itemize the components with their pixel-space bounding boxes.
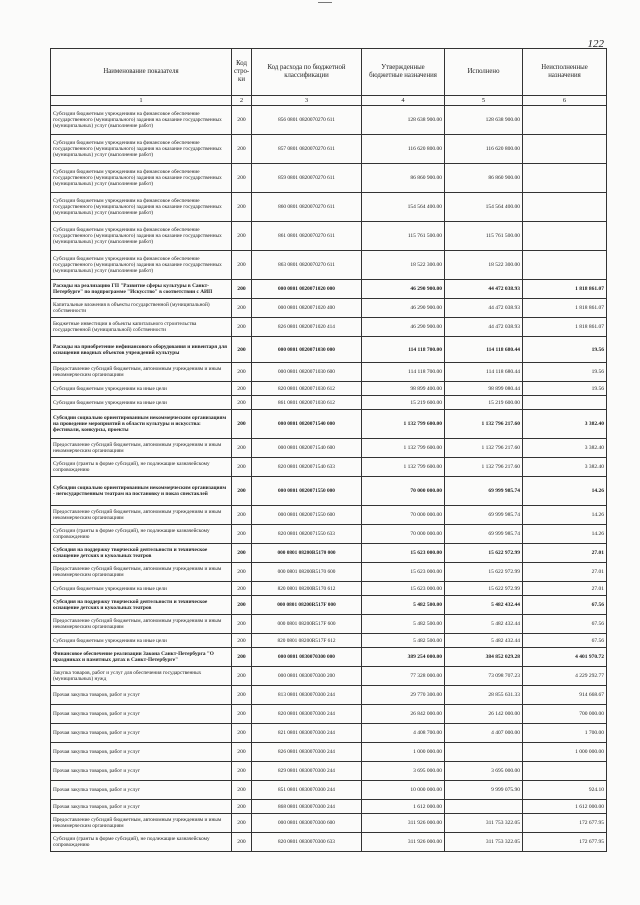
row-executed-amount: 128 638 900.00 (445, 106, 523, 135)
row-executed-amount: 384 852 029.28 (445, 648, 523, 667)
table-row (51, 634, 607, 648)
row-classification-code: 000 0801 08200R5170 000 (252, 544, 362, 563)
row-name: Закупка товаров, работ и услуг для обеспечения государственных (муниципальных) нужд (51, 667, 232, 686)
row-line-code: 200 (232, 833, 252, 852)
row-unexecuted-amount: 14.26 (523, 506, 607, 525)
row-name: Субсидии бюджетным учреждениям на иные цели (51, 382, 232, 396)
row-classification-code: 826 0801 0820071020 414 (252, 318, 362, 337)
table-row (51, 506, 607, 525)
row-classification-code: 851 0801 0830070300 244 (252, 781, 362, 800)
row-approved-amount: 70 000 000.00 (362, 477, 445, 506)
row-executed-amount: 114 118 680.44 (445, 363, 523, 382)
row-approved-amount: 15 623 000.00 (362, 563, 445, 582)
row-classification-code: 813 0801 0830070300 244 (252, 686, 362, 705)
table-header-row (51, 49, 607, 96)
table-row (51, 800, 607, 814)
row-classification-code: 829 0801 0830070300 244 (252, 762, 362, 781)
row-unexecuted-amount: 1 818 861.07 (523, 280, 607, 299)
row-line-code: 200 (232, 193, 252, 222)
row-classification-code: 820 0801 0830070300 244 (252, 705, 362, 724)
column-number: 1 (51, 96, 232, 106)
row-name: Субсидия на поддержку творческой деятельности и техническое оснащение детских и кукольных театров (51, 596, 232, 615)
row-classification-code: 000 0801 0820071550 600 (252, 506, 362, 525)
table-row (51, 251, 607, 280)
row-line-code: 200 (232, 439, 252, 458)
row-executed-amount: 4 407 000.00 (445, 724, 523, 743)
row-line-code: 200 (232, 106, 252, 135)
table-row (51, 299, 607, 318)
row-name: Субсидии бюджетным учреждениям на финансовое обеспечение государственного (муниципального) задания на оказание государственных (муниципальных) услуг (выполнение работ) (51, 193, 232, 222)
row-unexecuted-amount: 172 677.95 (523, 833, 607, 852)
row-approved-amount: 15 219 600.00 (362, 396, 445, 410)
row-unexecuted-amount: 27.01 (523, 582, 607, 596)
row-executed-amount: 15 622 972.99 (445, 582, 523, 596)
row-line-code: 200 (232, 814, 252, 833)
row-line-code: 200 (232, 563, 252, 582)
table-row (51, 363, 607, 382)
header-approved: Утвержденные бюджетные назначения (362, 49, 445, 96)
row-unexecuted-amount: 27.01 (523, 563, 607, 582)
row-classification-code: 000 0801 0830070300 200 (252, 667, 362, 686)
row-line-code: 200 (232, 222, 252, 251)
row-executed-amount: 15 622 972.99 (445, 563, 523, 582)
row-name: Прочая закупка товаров, работ и услуг (51, 800, 232, 814)
row-unexecuted-amount: 19.56 (523, 337, 607, 363)
row-executed-amount: 1 132 796 217.60 (445, 458, 523, 477)
row-name: Прочая закупка товаров, работ и услуг (51, 724, 232, 743)
row-executed-amount: 15 622 972.99 (445, 544, 523, 563)
table-row (51, 762, 607, 781)
row-name: Субсидии бюджетным учреждениям на финансовое обеспечение государственного (муниципального) задания на оказание государственных (муниципальных) услуг (выполнение работ) (51, 135, 232, 164)
row-unexecuted-amount: 3 382.40 (523, 410, 607, 439)
row-approved-amount: 1 612 000.00 (362, 800, 445, 814)
row-line-code: 200 (232, 724, 252, 743)
row-classification-code: 856 0801 0820070270 611 (252, 106, 362, 135)
row-unexecuted-amount: 14.26 (523, 525, 607, 544)
row-classification-code: 861 0801 0820071030 612 (252, 396, 362, 410)
budget-execution-table (50, 48, 607, 852)
row-unexecuted-amount: 1 818 861.07 (523, 299, 607, 318)
row-approved-amount: 114 118 700.00 (362, 337, 445, 363)
row-approved-amount: 26 842 000.00 (362, 705, 445, 724)
row-name: Субсидии (гранты в форме субсидий), не подлежащие казначейскому сопровождению (51, 833, 232, 852)
row-executed-amount: 1 132 796 217.60 (445, 439, 523, 458)
table-row (51, 582, 607, 596)
row-executed-amount: 26 142 000.00 (445, 705, 523, 724)
row-unexecuted-amount: 4 401 970.72 (523, 648, 607, 667)
table-row (51, 667, 607, 686)
table-row (51, 318, 607, 337)
row-unexecuted-amount: 700 000.00 (523, 705, 607, 724)
row-classification-code: 820 0801 0820071550 633 (252, 525, 362, 544)
row-classification-code: 000 0801 0820071020 000 (252, 280, 362, 299)
row-approved-amount: 15 623 000.00 (362, 544, 445, 563)
row-executed-amount: 44 472 038.93 (445, 318, 523, 337)
row-approved-amount: 116 620 800.00 (362, 135, 445, 164)
row-classification-code: 000 0801 0820071030 000 (252, 337, 362, 363)
row-approved-amount: 114 118 700.00 (362, 363, 445, 382)
table-row (51, 477, 607, 506)
row-approved-amount: 115 761 500.00 (362, 222, 445, 251)
row-unexecuted-amount: 914 668.67 (523, 686, 607, 705)
table-row (51, 382, 607, 396)
row-unexecuted-amount (523, 762, 607, 781)
table-row (51, 337, 607, 363)
row-classification-code: 000 0801 0830070300 600 (252, 814, 362, 833)
row-line-code: 200 (232, 743, 252, 762)
header-classification-code: Код расхода по бюджетной классификации (252, 49, 362, 96)
row-approved-amount: 311 926 000.00 (362, 814, 445, 833)
row-unexecuted-amount (523, 135, 607, 164)
row-unexecuted-amount: 1 000 000.00 (523, 743, 607, 762)
row-line-code: 200 (232, 615, 252, 634)
row-unexecuted-amount: 1 612 000.00 (523, 800, 607, 814)
row-executed-amount (445, 800, 523, 814)
row-executed-amount: 98 899 080.44 (445, 382, 523, 396)
row-unexecuted-amount (523, 193, 607, 222)
page-number: 122 (587, 38, 604, 50)
table-row (51, 615, 607, 634)
row-classification-code: 820 0801 08200R5170 612 (252, 582, 362, 596)
table-row (51, 525, 607, 544)
row-approved-amount: 15 623 000.00 (362, 582, 445, 596)
row-approved-amount: 10 000 000.00 (362, 781, 445, 800)
row-name: Субсидии социально ориентированным некоммерческим организациям на проведение мероприятий в области культуры и искусства: фестивали, конкурсы, проекты (51, 410, 232, 439)
table-row (51, 439, 607, 458)
row-classification-code: 857 0801 0820070270 611 (252, 135, 362, 164)
table-row (51, 833, 607, 852)
row-unexecuted-amount: 67.56 (523, 615, 607, 634)
row-line-code: 200 (232, 781, 252, 800)
table-row (51, 544, 607, 563)
row-executed-amount: 73 098 707.23 (445, 667, 523, 686)
row-line-code: 200 (232, 410, 252, 439)
row-name: Капитальные вложения в объекты государственной (муниципальной) собственности (51, 299, 232, 318)
row-name: Прочая закупка товаров, работ и услуг (51, 705, 232, 724)
row-executed-amount: 86 860 900.00 (445, 164, 523, 193)
row-executed-amount: 5 482 432.44 (445, 634, 523, 648)
row-approved-amount: 70 000 000.00 (362, 506, 445, 525)
row-unexecuted-amount: 14.26 (523, 477, 607, 506)
row-name: Субсидии бюджетным учреждениям на иные цели (51, 396, 232, 410)
row-classification-code: 859 0801 0820070270 611 (252, 164, 362, 193)
table-row (51, 705, 607, 724)
row-name: Субсидии бюджетным учреждениям на иные цели (51, 582, 232, 596)
table-body (51, 106, 607, 852)
row-name: Прочая закупка товаров, работ и услуг (51, 781, 232, 800)
table-row (51, 814, 607, 833)
row-executed-amount: 28 855 631.33 (445, 686, 523, 705)
row-classification-code: 000 0801 0820071020 400 (252, 299, 362, 318)
row-line-code: 200 (232, 363, 252, 382)
row-unexecuted-amount: 3 382.40 (523, 439, 607, 458)
row-name: Расходы на реализацию ГП "Развитие сферы культуры в Санкт-Петербурге" по подпрограмме "Искусство" в соответствии с АИП (51, 280, 232, 299)
row-approved-amount: 29 770 300.00 (362, 686, 445, 705)
row-line-code: 200 (232, 705, 252, 724)
row-approved-amount: 46 290 900.00 (362, 299, 445, 318)
row-approved-amount: 4 408 700.00 (362, 724, 445, 743)
row-name: Расходы на приобретение нефинансового оборудования и инвентаря для оснащения вводных объектов учреждений культуры (51, 337, 232, 363)
header-executed: Исполнено (445, 49, 523, 96)
row-unexecuted-amount (523, 106, 607, 135)
row-line-code: 200 (232, 634, 252, 648)
row-name: Бюджетные инвестиции в объекты капитального строительства государственной (муниципальной) собственности (51, 318, 232, 337)
row-approved-amount: 5 482 500.00 (362, 634, 445, 648)
table-row (51, 781, 607, 800)
row-executed-amount: 69 999 985.74 (445, 477, 523, 506)
row-name: Субсидии (гранты в форме субсидий), не подлежащие казначейскому сопровождению (51, 525, 232, 544)
row-unexecuted-amount (523, 164, 607, 193)
row-unexecuted-amount: 924.10 (523, 781, 607, 800)
row-unexecuted-amount: 1 818 861.07 (523, 318, 607, 337)
row-line-code: 200 (232, 525, 252, 544)
row-classification-code: 000 0801 0830070300 000 (252, 648, 362, 667)
row-name: Прочая закупка товаров, работ и услуг (51, 743, 232, 762)
row-approved-amount: 3 695 000.00 (362, 762, 445, 781)
table-row (51, 164, 607, 193)
header-unexecuted: Неисполненные назначения (523, 49, 607, 96)
table-row (51, 410, 607, 439)
row-approved-amount: 128 638 900.00 (362, 106, 445, 135)
row-line-code: 200 (232, 337, 252, 363)
row-line-code: 200 (232, 686, 252, 705)
row-name: Субсидии бюджетным учреждениям на иные цели (51, 634, 232, 648)
row-line-code: 200 (232, 251, 252, 280)
row-unexecuted-amount: 4 229 292.77 (523, 667, 607, 686)
row-unexecuted-amount: 67.56 (523, 596, 607, 615)
row-executed-amount: 69 999 985.74 (445, 525, 523, 544)
column-number-row (51, 96, 607, 106)
header-line-code: Код стро-ки (232, 49, 252, 96)
row-classification-code: 000 0801 08200R517F 000 (252, 596, 362, 615)
row-executed-amount: 9 999 075.90 (445, 781, 523, 800)
row-executed-amount: 114 118 680.44 (445, 337, 523, 363)
row-line-code: 200 (232, 800, 252, 814)
row-classification-code: 868 0801 0830070300 244 (252, 800, 362, 814)
row-line-code: 200 (232, 164, 252, 193)
row-classification-code: 000 0801 08200R5170 600 (252, 563, 362, 582)
table-row (51, 743, 607, 762)
row-approved-amount: 1 000 000.00 (362, 743, 445, 762)
row-line-code: 200 (232, 667, 252, 686)
row-approved-amount: 46 290 900.00 (362, 318, 445, 337)
row-executed-amount: 311 753 322.05 (445, 814, 523, 833)
row-unexecuted-amount (523, 222, 607, 251)
row-name: Субсидии бюджетным учреждениям на финансовое обеспечение государственного (муниципального) задания на оказание государственных (муниципальных) услуг (выполнение работ) (51, 251, 232, 280)
row-classification-code: 820 0801 0830070300 633 (252, 833, 362, 852)
row-classification-code: 826 0801 0830070300 244 (252, 743, 362, 762)
scan-mark (318, 2, 332, 3)
row-name: Предоставление субсидий бюджетным, автономным учреждениям и иным некоммерческим организациям (51, 563, 232, 582)
table-row (51, 563, 607, 582)
row-executed-amount: 18 522 300.00 (445, 251, 523, 280)
table-row (51, 135, 607, 164)
column-number: 6 (523, 96, 607, 106)
row-classification-code: 000 0801 0820071540 600 (252, 439, 362, 458)
row-approved-amount: 1 132 799 600.00 (362, 458, 445, 477)
row-line-code: 200 (232, 299, 252, 318)
row-approved-amount: 5 482 500.00 (362, 615, 445, 634)
column-number: 2 (232, 96, 252, 106)
row-name: Субсидии социально ориентированным некоммерческим организациям - негосударственным театрам на постановку и показ спектаклей (51, 477, 232, 506)
row-name: Предоставление субсидий бюджетным, автономным учреждениям и иным некоммерческим организациям (51, 506, 232, 525)
row-line-code: 200 (232, 280, 252, 299)
row-executed-amount: 116 620 800.00 (445, 135, 523, 164)
row-unexecuted-amount (523, 396, 607, 410)
row-approved-amount: 1 132 799 600.00 (362, 439, 445, 458)
row-classification-code: 000 0801 0820071550 000 (252, 477, 362, 506)
row-executed-amount: 115 761 500.00 (445, 222, 523, 251)
row-executed-amount: 1 132 796 217.60 (445, 410, 523, 439)
row-approved-amount: 46 290 900.00 (362, 280, 445, 299)
row-name: Предоставление субсидий бюджетным, автономным учреждениям и иным некоммерческим организациям (51, 615, 232, 634)
row-approved-amount: 18 522 300.00 (362, 251, 445, 280)
row-unexecuted-amount: 19.56 (523, 382, 607, 396)
row-approved-amount: 86 860 900.00 (362, 164, 445, 193)
row-classification-code: 820 0801 08200R517F 612 (252, 634, 362, 648)
row-name: Субсидии бюджетным учреждениям на финансовое обеспечение государственного (муниципального) задания на оказание государственных (муниципальных) услуг (выполнение работ) (51, 164, 232, 193)
row-classification-code: 860 0801 0820070270 611 (252, 193, 362, 222)
row-executed-amount: 44 472 038.93 (445, 299, 523, 318)
table-row (51, 648, 607, 667)
column-number: 5 (445, 96, 523, 106)
row-name: Субсидия на поддержку творческой деятельности и техническое оснащение детских и кукольных театров (51, 544, 232, 563)
row-executed-amount: 15 219 600.00 (445, 396, 523, 410)
row-executed-amount: 44 472 038.93 (445, 280, 523, 299)
table-row (51, 596, 607, 615)
row-approved-amount: 389 254 000.00 (362, 648, 445, 667)
row-line-code: 200 (232, 648, 252, 667)
row-name: Прочая закупка товаров, работ и услуг (51, 762, 232, 781)
table-row (51, 724, 607, 743)
row-line-code: 200 (232, 582, 252, 596)
row-name: Предоставление субсидий бюджетным, автономным учреждениям и иным некоммерческим организациям (51, 363, 232, 382)
row-unexecuted-amount: 3 382.40 (523, 458, 607, 477)
row-classification-code: 863 0801 0820070270 611 (252, 251, 362, 280)
row-executed-amount: 69 999 985.74 (445, 506, 523, 525)
row-approved-amount: 154 564 400.00 (362, 193, 445, 222)
row-classification-code: 000 0801 08200R517F 600 (252, 615, 362, 634)
row-line-code: 200 (232, 762, 252, 781)
row-approved-amount: 98 899 400.00 (362, 382, 445, 396)
row-unexecuted-amount: 27.01 (523, 544, 607, 563)
row-executed-amount: 5 482 432.44 (445, 596, 523, 615)
row-classification-code: 861 0801 0820070270 611 (252, 222, 362, 251)
row-unexecuted-amount: 172 677.95 (523, 814, 607, 833)
row-approved-amount: 311 926 000.00 (362, 833, 445, 852)
row-executed-amount: 154 564 400.00 (445, 193, 523, 222)
column-number: 3 (252, 96, 362, 106)
table-row (51, 193, 607, 222)
row-line-code: 200 (232, 396, 252, 410)
row-unexecuted-amount: 67.56 (523, 634, 607, 648)
row-executed-amount: 3 695 000.00 (445, 762, 523, 781)
table-row (51, 222, 607, 251)
row-approved-amount: 1 132 799 600.00 (362, 410, 445, 439)
row-line-code: 200 (232, 544, 252, 563)
table-row (51, 106, 607, 135)
row-executed-amount: 311 753 322.05 (445, 833, 523, 852)
row-name: Финансовое обеспечение реализации Закона Санкт-Петербурга "О праздниках и памятных датах в Санкт-Петербурге" (51, 648, 232, 667)
row-unexecuted-amount: 19.56 (523, 363, 607, 382)
row-name: Предоставление субсидий бюджетным, автономным учреждениям и иным некоммерческим организациям (51, 439, 232, 458)
row-approved-amount: 5 482 500.00 (362, 596, 445, 615)
row-classification-code: 821 0801 0830070300 244 (252, 724, 362, 743)
table-row (51, 280, 607, 299)
header-indicator-name: Наименование показателя (51, 49, 232, 96)
row-classification-code: 000 0801 0820071540 000 (252, 410, 362, 439)
row-line-code: 200 (232, 382, 252, 396)
row-line-code: 200 (232, 477, 252, 506)
row-executed-amount (445, 743, 523, 762)
row-name: Субсидии бюджетным учреждениям на финансовое обеспечение государственного (муниципального) задания на оказание государственных (муниципальных) услуг (выполнение работ) (51, 106, 232, 135)
row-classification-code: 000 0801 0820071030 600 (252, 363, 362, 382)
row-line-code: 200 (232, 318, 252, 337)
table-row (51, 686, 607, 705)
row-unexecuted-amount: 1 700.00 (523, 724, 607, 743)
row-name: Субсидии бюджетным учреждениям на финансовое обеспечение государственного (муниципального) задания на оказание государственных (муниципальных) услуг (выполнение работ) (51, 222, 232, 251)
table-row (51, 458, 607, 477)
row-unexecuted-amount (523, 251, 607, 280)
row-name: Прочая закупка товаров, работ и услуг (51, 686, 232, 705)
row-classification-code: 820 0801 0820071030 612 (252, 382, 362, 396)
row-name: Субсидии (гранты в форме субсидий), не подлежащие казначейскому сопровождению (51, 458, 232, 477)
row-executed-amount: 5 482 432.44 (445, 615, 523, 634)
table-row (51, 396, 607, 410)
row-approved-amount: 70 000 000.00 (362, 525, 445, 544)
row-line-code: 200 (232, 596, 252, 615)
row-classification-code: 820 0801 0820071540 633 (252, 458, 362, 477)
row-line-code: 200 (232, 506, 252, 525)
row-line-code: 200 (232, 458, 252, 477)
row-approved-amount: 77 328 000.00 (362, 667, 445, 686)
row-name: Предоставление субсидий бюджетным, автономным учреждениям и иным некоммерческим организациям (51, 814, 232, 833)
row-line-code: 200 (232, 135, 252, 164)
column-number: 4 (362, 96, 445, 106)
